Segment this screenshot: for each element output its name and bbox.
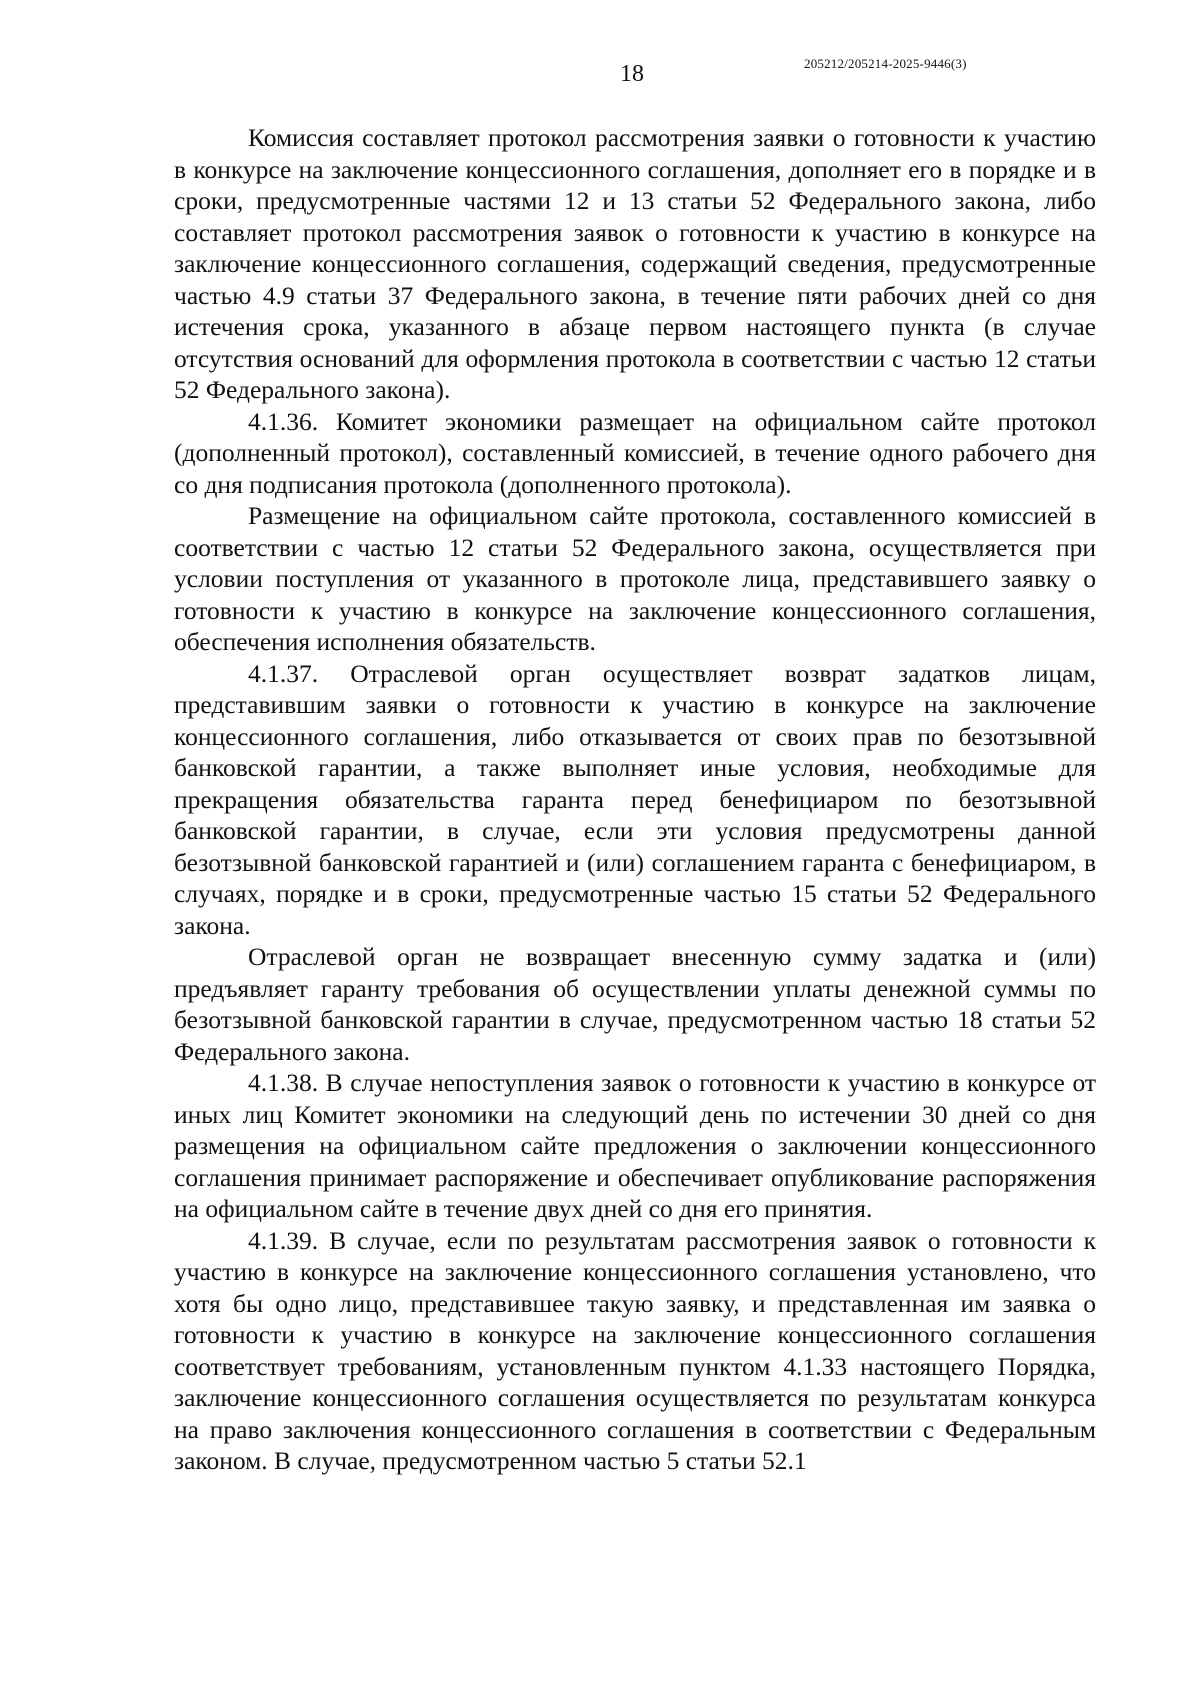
paragraph: Комиссия составляет протокол рассмотрения заявки о готовности к участию в конкурсе на заключение концессионного соглашения, дополняет его в порядке и в сроки, предусмотренные частями 12 и 13 статьи 52 Федерального закона, либо составляет протокол рассмотрения заявок о готовности к участию в конкурсе на заключение концессионного соглашения, содержащий сведения, предусмотренные частью 4.9 статьи 37 Федерального закона, в течение пяти рабочих дней со дня истечения срока, указанного в абзаце первом настоящего пункта (в случае отсутствия оснований для оформления протокола в соответствии с частью 12 статьи 52 Федерального закона).	[174, 123, 1096, 404]
paragraph: Размещение на официальном сайте протокола, составленного комиссией в соответствии с частью 12 статьи 52 Федерального закона, осуществляется при условии поступления от указанного в протоколе лица, представившего заявку о готовности к участию в конкурсе на заключение концессионного соглашения, обеспечения исполнения обязательств.	[174, 501, 1096, 656]
paragraph-4-1-36: 4.1.36. Комитет экономики размещает на официальном сайте протокол (дополненный протокол), составленный комиссией, в течение одного рабочего дня со дня подписания протокола (дополненного протокола).	[174, 406, 1096, 499]
document-id: 205212/205214-2025-9446(3)	[804, 56, 967, 71]
document-body	[174, 122, 1096, 1477]
paragraph: Отраслевой орган не возвращает внесенную сумму задатка и (или) предъявляет гаранту требования об осуществлении уплаты денежной суммы по безотзывной банковской гарантии в случае, предусмотренном частью 18 статьи 52 Федерального закона.	[174, 942, 1096, 1066]
paragraph-4-1-39: 4.1.39. В случае, если по результатам рассмотрения заявок о готовности к участию в конкурсе на заключение концессионного соглашения установлено, что хотя бы одно лицо, представившее такую заявку, и представленная им заявка о готовности к участию в конкурсе на заключение концессионного соглашения соответствует требованиям, установленным пунктом 4.1.33 настоящего Порядка, заключение концессионного соглашения осуществляется по результатам конкурса на право заключения концессионного соглашения в соответствии с Федеральным законом. В случае, предусмотренном частью 5 статьи 52.1	[174, 1225, 1096, 1475]
page-number: 18	[620, 61, 644, 87]
paragraph-4-1-38: 4.1.38. В случае непоступления заявок о готовности к участию в конкурсе от иных лиц Комитет экономики на следующий день по истечении 30 дней со дня размещения на официальном сайте предложения о заключении концессионного соглашения принимает распоряжение и обеспечивает опубликование распоряжения на официальном сайте в течение двух дней со дня его принятия.	[174, 1068, 1096, 1223]
paragraph-4-1-37: 4.1.37. Отраслевой орган осуществляет возврат задатков лицам, представившим заявки о готовности к участию в конкурсе на заключение концессионного соглашения, либо отказывается от своих прав по безотзывной банковской гарантии, а также выполняет иные условия, необходимые для прекращения обязательства гаранта перед бенефициаром по безотзывной банковской гарантии, в случае, если эти условия предусмотрены данной безотзывной банковской гарантией и (или) соглашением гаранта с бенефициаром, в случаях, порядке и в сроки, предусмотренные частью 15 статьи 52 Федерального закона.	[174, 658, 1096, 940]
